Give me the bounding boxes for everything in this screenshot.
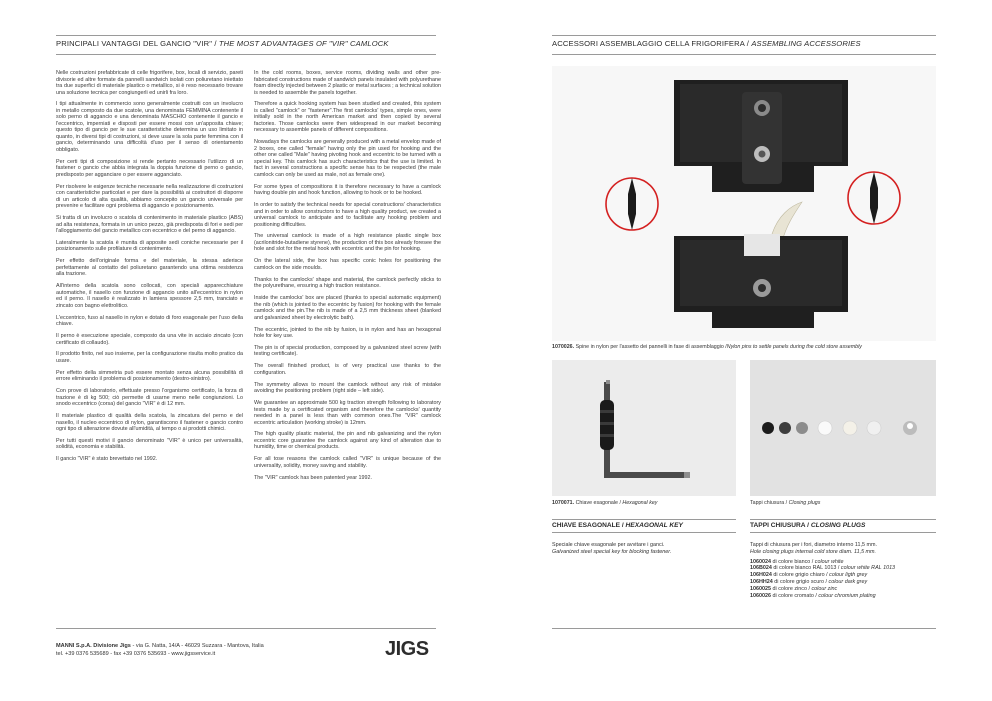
italian-paragraph: Per risolvere le esigenze tecniche necessarie nella realizzazione di costruzioni con caratteristiche particolari e per dare la possibilità ai costruttori di disporre di un articolo di alta qualità, abbiamo concepito un gancio universale per prevenire e facilitare ogni problema di aggancio e posizionamento. [56,183,243,210]
plug-desc-it: di colore grigio scuro / [772,578,828,585]
italian-paragraph: Con prove di laboratorio, effettuate presso l'organismo certificato, la forza di trazione è di kg 500; ciò permette di usarne meno nelle congiunzioni. Lo snodo eccentrico (corsa) del gancio "VIR" è di 12 mm. [56,388,243,408]
english-paragraph: For all tose reasons the camlock called "VIR" is unique because of the universality, solidity, money saving and stability. [254,456,441,469]
english-paragraph: The eccentric, jointed to the nib by fusion, is in nylon and has an hexagonal hole for key use. [254,326,441,340]
italian-paragraph: Il gancio "VIR" è stato brevettato nel 1992. [56,456,158,463]
hex-key-photo-caption [552,500,736,507]
jigs-logo: JIGS [385,638,429,660]
english-paragraph: The universal camlock is made of a high resistance plastic single box (acrilonitride-butadiene styrene), the production of this box already foresee the hole and slot for the metal hook with eccentric and the pin for hooking. [254,233,441,253]
plug-desc-en: colour chromium plating [816,592,876,599]
left-footer-rule [56,628,436,629]
hex-key-desc-en: Galvanized steel special key for blocking fastener. [552,548,672,555]
plugs-description [750,542,940,599]
italian-column [56,70,243,468]
plug-list-item [750,559,940,566]
italian-paragraph: I tipi attualmente in commercio sono generalmente costruiti con un involucro in metallo composto da due scatole, una denominata FEMMINA contenente il solo perno di aggancio e una denominata MASCHIO contenente il gancio e l'eccentrico, imperniati e disposti per essere mossi con un'apposita chiave; questo tipo di gancio per le sue caratteristiche determina un uso limitato in quanto, in diversi tipi di costruzioni, si deve usare la sola parte femmina con il gancio, determinando una difficoltà d'uso per il senso di orientamento obbligato. [56,101,243,153]
hex-key-grip [600,400,614,450]
plug-desc-en: colour white [813,558,844,565]
plug-code: 106H024 [750,572,772,579]
english-paragraph: The symmetry allows to mount the camlock without any risk of mistake avoiding the positioning problem (right side – left side). [254,381,441,395]
hex-key-description [552,542,736,556]
plug-code: 1060024 [750,558,771,565]
plugs-desc-it: Tappi di chiusura per i fori, diametro interno 11,5 mm. [750,542,877,548]
plug-desc-en: colour zinc [809,585,838,592]
plug-code: 1060026 [750,592,771,599]
italian-paragraph: Il perno è esecuzione speciale, composto da una vite in acciaio zincato (con certificato di collaudo). [56,333,243,346]
hex-key-illustration [552,360,736,496]
right-section-header [552,35,936,55]
plug-list-item [750,593,940,600]
right-footer-rule [552,628,936,629]
closing-plugs-caption-it: Tappi chiusura / [750,500,788,506]
italian-paragraph: Si tratta di un involucro o scatola di contenimento in materiale plastico (ABS) ad alta resistenza, formata in un unico pezzo, già predisposta di fori e sedi per l'alloggiamento del gancio metallico con eccentrico e del perno di aggancio. [56,215,243,235]
hex-key-photo [552,360,736,496]
closing-plugs-photo-caption [750,500,936,507]
camlock-illustration [552,66,936,341]
plug-code: 1060025 [750,585,771,592]
plug-white [818,421,832,435]
plug-code: 106B024 [750,565,772,572]
english-paragraph: We guarantee an approximate 500 kg traction strength following to laboratory tests made by a certificated organism and therefore the camlocks' quantity needed in a panel is less than with common ones.The "VIR" camlock eccentric articulation (working stroke) is 12mm. [254,400,441,426]
right-header-title-it: ACCESSORI ASSEMBLAGGIO CELLA FRIGORIFERA / [552,39,750,48]
left-header-title-en: THE MOST ADVANTAGES OF "VIR" CAMLOCK [218,39,389,48]
italian-paragraph: Nelle costruzioni prefabbricate di celle frigorifere, box, locali di servizio, pareti divisorie ed altre formate da pannelli sandwich isolati con poliuretano iniettato tra due superfici di materiale plastico o metallico, si è reso necessario trovare una soluzione tecnica per congiungerli ed unirli fra loro. [56,70,243,96]
hex-key-section-header [552,519,736,533]
plugs-desc-en: Hole closing plugs internal cold store diam. 11,5 mm. [750,548,877,555]
italian-paragraph: Il prodotto finito, nel suo insieme, per la configurazione risulta molto pratico da usare. [56,351,243,364]
plug-desc-en: colour ligth grey [827,572,868,579]
left-header-title-it: PRINCIPALI VANTAGGI DEL GANCIO "VIR" / [56,39,217,48]
footer-contacts: tel. +39 0376 535689 - fax +39 0376 535693 - www.jigsservice.it [56,650,216,657]
right-page [496,0,992,701]
italian-paragraph: L'eccentrico, fuso al nasello in nylon e dotato di foro esagonale per l'uso della chiave. [56,314,243,328]
camlock-photo-code: 1070026. [552,344,575,350]
english-paragraph: The "VIR" camlock has been patented year 1992. [254,474,372,481]
hex-key-photo-caption-it: Chiave esagonale / [574,500,621,506]
italian-paragraph: All'interno della scatola sono collocati, con speciali apparecchiature automatiche, il nasello con funzione di aggancio unito all'eccentrico in nylon ed il perno. Il nasello è realizzato in lamiera spessore 2,5 mm, tranciato e zincato con bagno elettrolitico. [56,283,243,309]
english-paragraph: In the cold rooms, boxes, service rooms, dividing walls and other pre-fabricated constructions made of sandwich panels insulated with polyurethane foam directly injected between 2 plastic or metal surfaces ; a technical solution is needed to assemble the panels together. [254,70,441,96]
plug-list-item [750,565,940,572]
plugs-section-header [750,519,936,533]
italian-paragraph: Lateralmente la scatola è munita di apposite sedi coniche necessarie per il posizionamento sulle profilature di contenimento. [56,239,243,253]
plug-list-item [750,572,940,579]
english-paragraph: For some types of compositions it is therefore necessary to have a camlock having double pin and hook function, allowing to hook or to be hooked. [254,183,441,197]
plug-desc-it: di colore grigio chiaro / [771,572,828,579]
english-paragraph: Therefore a quick hooking system has been studied and created, this system is called "camlock" or "fastener".The first camlocks' types, simple ones, were initially sold in the north American market and then copied by several factories. Those camlocks were then widespread in our market becoming necessary to assemble panels of different compositions. [254,101,441,134]
italian-paragraph: Per tutti questi motivi il gancio denominato "VIR" è unico per universalità, solidità, economia e stabilità. [56,437,243,451]
english-column [254,70,441,487]
plug-dark [762,422,774,434]
camlock-photo-caption-en: Nylon pins to settle panels during the cold store assembly [726,344,862,350]
english-paragraph: On the lateral side, the box has specific conic holes for positioning the camlock on the side moulds. [254,258,441,271]
closing-plugs-photo [750,360,936,496]
camlock-photo-caption-it: Spine in nylon per l'assetto dei pannelli in fase di assemblaggio / [574,344,727,350]
italian-paragraph: Per effetto della simmetria può essere montato senza alcuna possibilità di errore eliminando il problema di posizionamento (destro-sinistro). [56,369,243,383]
hex-key-desc-it: Speciale chiave esagonale per avvitare i ganci. [552,542,665,548]
italian-paragraph: Il materiale plastico di qualità della scatola, la zincatura del perno e del nasello, il nucleo eccentrico di nylon, garantiscono il fastener o gancio contro ogni tipo di alterazione dovute all'umidità, al tempo o ai prodotti chimici. [56,413,243,433]
hex-key-title-en: HEXAGONAL KEY [625,522,683,529]
english-paragraph: The high quality plastic material, the pin and nib galvanizing and the nylon eccentric core guarantee the camlock against any kind of alteration due to humidity, time or chemical products. [254,431,441,451]
italian-paragraph: Per certi tipi di composizione si rende pertanto necessario l'utilizzo di un fastener o gancio che abbia integrata la doppia funzione di perno o gancio, predisposto per agganciare o per essere agganciato. [56,158,243,178]
left-section-header [56,35,436,55]
english-paragraph: Nowadays the camlocks are generally produced with a metal envelop made of 2 boxes, one called "female" having only the pin used for hooking and the other one called "Male" having pivoting hook and eccentric to be turned with a special key. This camlock has such characteristics that the use is limited. In fact in several constructions a specific sense has to be respected (the male camlock can only be used as male, not as female one). [254,139,441,178]
english-paragraph: In order to satisfy the technical needs for special constructions' characteristics and in order to allow constructors to have a high quality product, we created a universal camlock to anticipate and to facilitate any hooking problem and positioning difficulties. [254,202,441,228]
footer-street: - via G. Natta, 14/A - 46029 Suzzara - Mantova, Italia [130,643,264,649]
camlock-photo [552,66,936,341]
plug-list-item [750,579,940,586]
plug-desc-it: di colore bianco / [771,558,814,565]
hex-key-photo-caption-en: Hexagonal key [620,500,658,506]
plug-desc-en: colour dark grey [827,578,868,585]
english-paragraph: Inside the camlocks' box are placed (thanks to special automatic equipment) the nib (which is jointed to the eccentric by fusion) for hooking with the female camlock and the pin.The nib is made of a 2,5 mm thickness sheet (blanked and galvanized sheet by electrolytic bath). [254,295,441,321]
plug-dark-grey [779,422,791,434]
plug-desc-it: di colore bianco RAL 1013 / [771,565,840,572]
plug-code: 106HH24 [750,578,773,585]
english-paragraph: The pin is of special production, composed by a galvanized steel screw (with testing certificate). [254,344,441,358]
english-paragraph: Thanks to the camlocks' shape and material, the camlock perfectly sticks to the polyurethane, ensuring a high traction resistance. [254,276,441,290]
english-paragraph: The overall finished product, is of very practical use thanks to the configuration. [254,363,441,376]
closing-plugs-illustration [750,360,936,496]
camlock-photo-caption [552,344,936,351]
footer-company: MANNI S.p.A. Divisione Jigs [56,643,131,649]
plug-desc-it: di colore cromato / [771,592,817,599]
plug-list-item [750,586,940,593]
footer-address [56,643,264,658]
plug-desc-it: di colore zinco / [771,585,810,592]
plug-ral [843,421,857,435]
plug-grey [796,422,808,434]
italian-paragraph: Per effetto dell'originale forma e del materiale, la stessa aderisce perfettamente al contatto del poliuretano garantendo una ottima resistenza alla trazione. [56,258,243,278]
plugs-title-en: CLOSING PLUGS [810,522,866,529]
plug-desc-en: colour white RAL 1013 [839,565,896,572]
hex-key-title-it: CHIAVE ESAGONALE / [552,522,624,529]
plugs-title-it: TAPPI CHIUSURA / [750,522,809,529]
closing-plugs-caption-en: Closing plugs [787,500,821,506]
right-header-title-en: ASSEMBLING ACCESSORIES [751,39,861,48]
hex-key-photo-code: 1070071. [552,500,575,506]
plug-light-grey [867,421,881,435]
plugs-list [750,559,940,600]
